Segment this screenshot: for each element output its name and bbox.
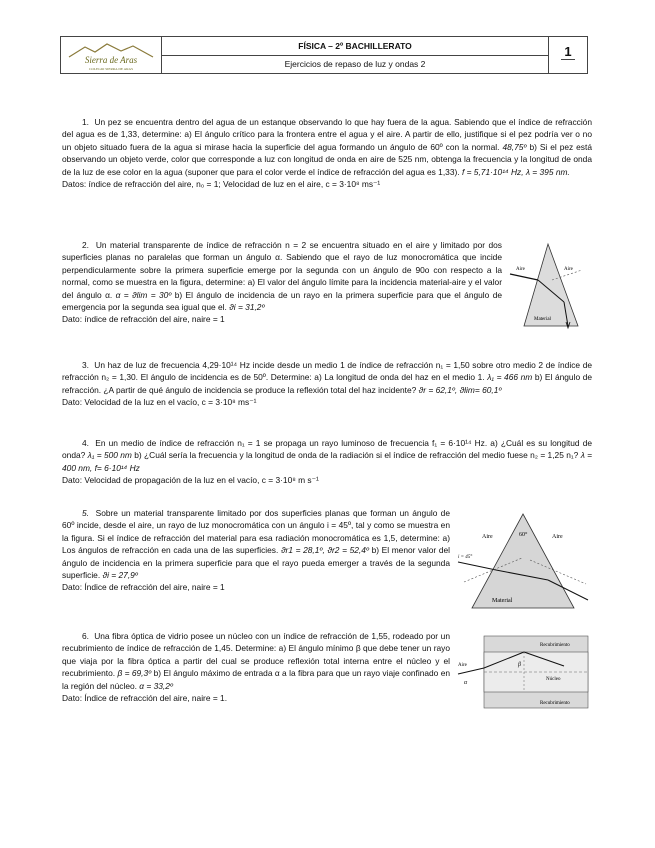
problem-data: Dato: Velocidad de propagación de la luz en el vacío, c = 3·10⁸ m s⁻¹ [62, 475, 319, 486]
answer: β = 69,3º [117, 668, 152, 679]
problem-2 [62, 239, 502, 326]
problem-text-b: b) ¿Cuál sería la frecuencia y la longitud de onda de la radiación si el índice de refracción del medio fuese n₂ = 1,25 n₁? [134, 450, 579, 461]
problem-1 [62, 116, 592, 190]
logo-subtext: COLEGIO SIERRA DE ARAS [88, 67, 134, 71]
page-number: 1 [561, 44, 574, 60]
problem-text: Un pez se encuentra dentro del agua de un estanque observando lo que hay fuera de la agua. Sabiendo que el índice de refracción del agua es de 1,33, determine: a) El ángulo crítico para la frontera entre el agua y el aire. A partir de ello, justifique si el pez podría ver o no un objeto situado fuera de la agua si mirase hacia la superficie del agua formando un ángulo de 60º con la normal. [62, 117, 592, 152]
fig5-label-angle: 60° [519, 532, 528, 538]
problem-text: Un haz de luz de frecuencia 4,29·10¹⁴ Hz incide desde un medio 1 de índice de refracción n₁ = 1,50 sobre otro medio 2 de índice de refracción n₂ = 1,30. El ángulo de incidencia es de 50º. Determine: a) La longitud de onda del haz en el medio 1. [62, 360, 593, 383]
school-logo [61, 37, 162, 73]
fig6-label-core: Núcleo [546, 677, 561, 682]
answer: λ = 400 nm, f= 6·10¹⁴ Hz [62, 450, 593, 473]
fig6-label-air: Aire [458, 663, 467, 668]
problem-text-b: b) El ángulo de refracción. ¿A partir de qué ángulo de incidencia se produce la reflexión total del haz incidente? [62, 372, 593, 395]
header-title: FÍSICA – 2º BACHILLERATO [161, 37, 549, 56]
problem-3 [62, 359, 592, 409]
optical-fiber-figure [454, 634, 590, 710]
logo-mountain-icon [61, 37, 161, 73]
answer: ϑi = 31,2º [229, 302, 265, 313]
answer: λ₁ = 466 nm [487, 372, 533, 383]
problem-text: En un medio de índice de refracción n₁ = 1 se propaga un rayo luminoso de frecuencia f₁ = 6·10¹⁴ Hz. a) ¿Cuál es su longitud de onda? [62, 438, 593, 461]
problem-text-b: b) Si el pez está observando un objeto verde, color que corresponde a luz con longitud de onda en aire de 525 nm, obtenga la frecuencia y la longitud de onda de la luz de ese color en la agua (suponer que para el color verde el índice de refracción del agua es 1,33). [62, 141, 592, 177]
fig2-label-right: Aire [564, 267, 573, 272]
problem-data: Dato: índice de refracción del aire, naire = 1 [62, 314, 225, 325]
answer: α = 33,2º [139, 680, 173, 691]
fig5-label-right: Aire [552, 534, 563, 540]
answer: ϑr1 = 28,1º, ϑr2 = 52,4º [280, 545, 369, 556]
page-header [60, 36, 588, 74]
fig5-label-material: Material [492, 598, 513, 604]
fig6-label-bottom: Recubrimiento [540, 701, 570, 706]
problem-text: Una fibra óptica de vidrio posee un núcleo con un índice de refracción de 1,55, rodeado por un recubrimiento de índice de refracción de 1,45. Determine: a) El ángulo mínimo β que debe tener un rayo que viaja por la fibra óptica a partir del cual se produce reflexión total interna entre el núcleo y el recubrimiento. [62, 631, 450, 679]
problem-6 [62, 630, 450, 704]
fig2-label-bottom: Material [534, 317, 551, 322]
fig2-label-left: Aire [516, 267, 525, 272]
problem-number: 1. [82, 117, 89, 127]
problem-data: Dato: Índice de refracción del aire, naire = 1 [62, 582, 225, 593]
prism-figure-5 [456, 510, 590, 614]
prism-figure-2 [506, 240, 590, 332]
problem-5 [62, 507, 450, 594]
fig6-label-top: Recubrimiento [540, 643, 570, 648]
answer: f = 5,71·10¹⁴ Hz, λ = 395 nm. [461, 166, 570, 177]
fig6-label-alpha: α [464, 680, 468, 686]
answer: α = ϑlim = 30º [115, 289, 172, 300]
answer: ϑi = 27,9º [102, 570, 138, 581]
problem-text-b: b) El ángulo de incidencia de un rayo en la primera superficie para que el ángulo de emergencia por la segunda sea igual que el. [62, 289, 503, 313]
problem-4 [62, 437, 592, 487]
problem-number: 2. [82, 240, 89, 250]
fig5-label-i: i = 45° [458, 555, 473, 560]
answer: λ₁ = 500 nm [87, 450, 132, 461]
problem-number: 5. [82, 508, 89, 518]
problem-data: Datos: índice de refracción del aire, n₀ = 1; Velocidad de luz en el aire, c = 3·10⁸ ms⁻¹ [62, 179, 381, 190]
problem-data: Dato: Índice de refracción del aire, naire = 1. [62, 693, 228, 704]
page-number-box [548, 37, 587, 73]
problem-text-b: b) El menor valor del ángulo de incidencia en la primera superficie para que el rayo pueda emerger a través de la segunda superficie. [62, 545, 451, 581]
answer: 48,75º [502, 141, 527, 152]
problem-number: 3. [82, 360, 89, 370]
problem-text: Un material transparente de índice de refracción n = 2 se encuentra situado en el aire y limitado por dos superficies planas no paralelas que forman un ángulo α. Sabiendo que el rayo de luz monocromática que incide perpendicularmente sobre la primera superficie emerge por la segunda con un ángulo de 90o con respecto a la normal, como se muestra en la figura, determine: a) El valor del ángulo límite para la incidencia material-aire y el valor del ángulo α. [62, 240, 502, 300]
problem-data: Dato: Velocidad de la luz en el vacío, c = 3·10⁸ ms⁻¹ [62, 397, 257, 408]
fig5-label-left: Aire [482, 534, 493, 540]
answer: ϑr = 62,1º, ϑlim= 60,1º [418, 384, 502, 395]
problem-text: Sobre un material transparente limitado por dos superficies planas que forman un ángulo de 60º incide, desde el aire, un rayo de luz monocromática con un ángulo i = 45º, tal y como se muestra en la figura. Si el índice de refracción del material para esa radiación monocromática es 1,5, determine: a) Los ángulos de refracción en cada una de las superficies. [62, 508, 450, 556]
problem-text-b: b) El ángulo máximo de entrada α a la fibra para que un rayo viaje confinado en la región del núcleo. [62, 668, 451, 691]
fig6-label-beta: β [518, 662, 521, 668]
header-subtitle: Ejercicios de repaso de luz y ondas 2 [284, 59, 426, 69]
logo-text: Sierra de Aras [84, 55, 138, 65]
problem-number: 4. [82, 438, 89, 448]
problem-number: 6. [82, 631, 89, 641]
